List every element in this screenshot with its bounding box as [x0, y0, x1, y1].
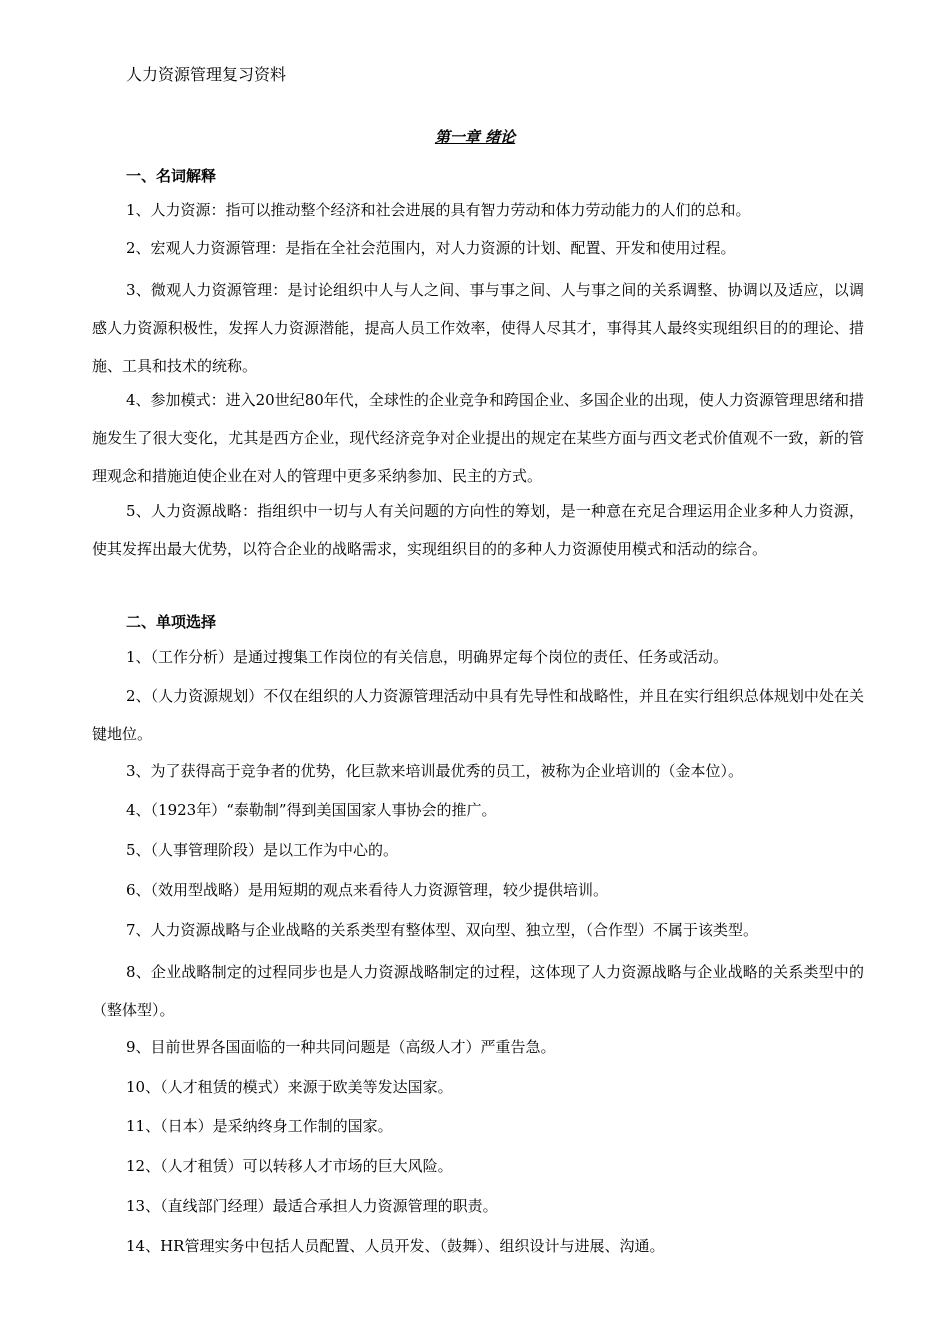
choice-item: 12、（人才租赁）可以转移人才市场的巨大风险。 [126, 1157, 453, 1175]
definition-item: 1、人力资源：指可以推动整个经济和社会进展的具有智力劳动和体力劳动能力的人们的总和。 [126, 201, 751, 219]
choice-item: 1、（工作分析）是通过搜集工作岗位的有关信息，明确界定每个岗位的责任、任务或活动。 [126, 648, 729, 666]
definition-item: 3、微观人力资源管理：是讨论组织中人与人之间、事与事之间、人与事之间的关系调整、协调以及适应，以调感人力资源积极性，发挥人力资源潜能，提高人员工作效率，使得人尽其才，事得其人最终实现组织目的的理论、措施、工具和技术的统称。 [92, 281, 864, 375]
choice-item: 7、人力资源战略与企业战略的关系类型有整体型、双向型、独立型，（合作型）不属于该类型。 [126, 921, 759, 939]
document-title: 人力资源管理复习资料 [126, 65, 287, 84]
definition-item: 2、宏观人力资源管理：是指在全社会范围内，对人力资源的计划、配置、开发和使用过程。 [126, 239, 736, 257]
section-heading-definitions: 一、名词解释 [126, 167, 217, 185]
choice-item: 4、（1923年）“泰勒制”得到美国国家人事协会的推广。 [126, 801, 497, 819]
choice-item: 9、目前世界各国面临的一种共同问题是（高级人才）严重告急。 [126, 1038, 556, 1056]
choice-item: 13、（直线部门经理）最适合承担人力资源管理的职责。 [126, 1197, 498, 1215]
choice-item: 5、（人事管理阶段）是以工作为中心的。 [126, 841, 399, 859]
choice-item: 14、HR管理实务中包括人员配置、人员开发、（鼓舞）、组织设计与进展、沟通。 [126, 1237, 665, 1255]
chapter-heading: 第一章 绪论 [434, 128, 516, 146]
choice-item: 10、（人才租赁的模式）来源于欧美等发达国家。 [126, 1078, 453, 1096]
choice-item: 8、企业战略制定的过程同步也是人力资源战略制定的过程，这体现了人力资源战略与企业战略的关系类型中的（整体型）。 [92, 963, 864, 1019]
choice-item: 11、（日本）是采纳终身工作制的国家。 [126, 1117, 393, 1135]
section-heading-single-choice: 二、单项选择 [126, 613, 217, 631]
definition-item: 5、人力资源战略：指组织中一切与人有关问题的方向性的筹划，是一种意在充足合理运用企业多种人力资源，使其发挥出最大优势，以符合企业的战略需求，实现组织目的的多种人力资源使用模式和活动的综合。 [92, 502, 864, 558]
choice-item: 2、（人力资源规划）不仅在组织的人力资源管理活动中具有先导性和战略性，并且在实行组织总体规划中处在关键地位。 [92, 687, 864, 743]
definition-item: 4、参加模式：进入20世纪80年代，全球性的企业竞争和跨国企业、多国企业的出现，使人力资源管理思绪和措施发生了很大变化，尤其是西方企业，现代经济竞争对企业提出的规定在某些方面与西文老式价值观不一致，新的管理观念和措施迫使企业在对人的管理中更多采纳参加、民主的方式。 [92, 391, 864, 485]
choice-item: 6、（效用型战略）是用短期的观点来看待人力资源管理，较少提供培训。 [126, 881, 609, 899]
choice-item: 3、为了获得高于竞争者的优势，化巨款来培训最优秀的员工，被称为企业培训的（金本位）。 [126, 762, 744, 780]
